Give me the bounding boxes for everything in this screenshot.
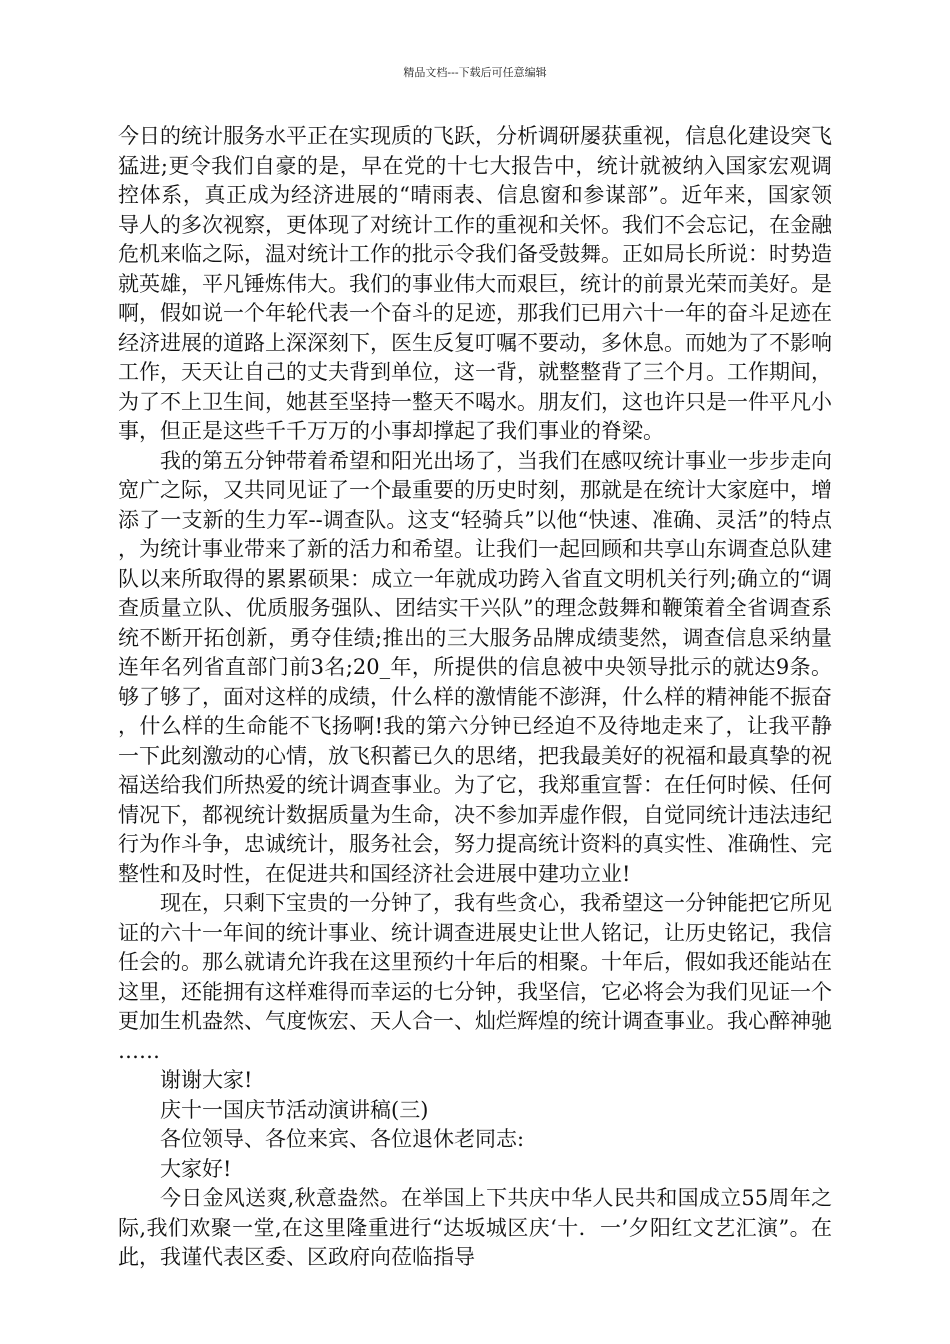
paragraph-2: 我的第五分钟带着希望和阳光出场了，当我们在感叹统计事业一步步走向宽广之际，又共同见证了一个最重要的历史时刻，那就是在统计大家庭中，增添了一支新的生力军--调查队。这支“轻骑兵”以他“快速、准确、灵活”的特点，为统计事业带来了新的活力和希望。让我们一起回顾和共享山东调查总队建队以来所取得的累累硕果：成立一年就成功跨入省直文明机关行列;确立的“调查质量立队、优质服务强队、团结实干兴队”的理念鼓舞和鞭策着全省调查系统不断开拓创新，勇夺佳绩;推出的三大服务品牌成绩斐然，调查信息采纳量连年名列省直部门前3名;20_年，所提供的信息被中央领导批示的就达9条。够了够了，面对这样的成绩，什么样的激情能不澎湃，什么样的精神能不振奋，什么样的生命能不飞扬啊!我的第六分钟已经迫不及待地走来了，让我平静一下此刻激动的心情，放飞积蓄已久的思绪，把我最美好的祝福和最真挚的祝福送给我们所热爱的统计调查事业。为了它，我郑重宣誓：在任何时候、任何情况下，都视统计数据质量为生命，决不参加弄虚作假，自觉同统计违法违纪行为作斗争，忠诚统计，服务社会，努力提高统计资料的真实性、准确性、完整性和及时性，在促进共和国经济社会进展中建功立业! <box>118 448 832 886</box>
paragraph-thanks: 谢谢大家! <box>160 1068 253 1092</box>
page-header: 精品文档---下载后可任意编辑 <box>403 66 547 79</box>
paragraph-3: 现在，只剩下宝贵的一分钟了，我有些贪心，我希望这一分钟能把它所见证的六十一年间的统计事业、统计调查进展史让世人铭记，让历史铭记，我信任会的。那么就请允许我在这里预约十年后的相聚。十年后，假如我还能站在这里，还能拥有这样难得而幸运的七分钟，我坚信，它必将会为我们见证一个更加生机盎然、气度恢宏、天人合一、灿烂辉煌的统计调查事业。我心醉神驰…… <box>118 891 832 1063</box>
salutation: 各位领导、各位来宾、各位退休老同志: <box>160 1127 525 1151</box>
section-title: 庆十一国庆节活动演讲稿(三) <box>160 1097 429 1122</box>
paragraph-1: 今日的统计服务水平正在实现质的飞跃，分析调研屡获重视，信息化建设突飞猛进;更令我们自豪的是，早在党的十七大报告中，统计就被纳入国家宏观调控体系，真正成为经济进展的“晴雨表、信息窗和参谋部”。近年来，国家领导人的多次视察，更体现了对统计工作的重视和关怀。我们不会忘记，在金融危机来临之际，温对统计工作的批示令我们备受鼓舞。正如局长所说：时势造就英雄，平凡锤炼伟大。我们的事业伟大而艰巨，统计的前景光荣而美好。是啊，假如说一个年轮代表一个奋斗的足迹，那我们已用六十一年的奋斗足迹在经济进展的道路上深深刻下，医生反复叮嘱不要动，多休息。而她为了不影响工作，天天让自己的丈夫背到单位，这一背，就整整背了三个月。工作期间，为了不上卫生间，她甚至坚持一整天不喝水。朋友们，这也许只是一件平凡小事，但正是这些千千万万的小事却撑起了我们事业的脊梁。 <box>118 124 833 443</box>
document-body <box>118 122 832 1273</box>
greeting: 大家好! <box>160 1156 232 1181</box>
paragraph-4: 今日金风送爽,秋意盎然。在举国上下共庆中华人民共和国成立55周年之际,我们欢聚一堂,在这里隆重进行“达坂城区庆‘十．一’夕阳红文艺汇演”。在此，我谨代表区委、区政府向莅临指导 <box>118 1186 832 1269</box>
